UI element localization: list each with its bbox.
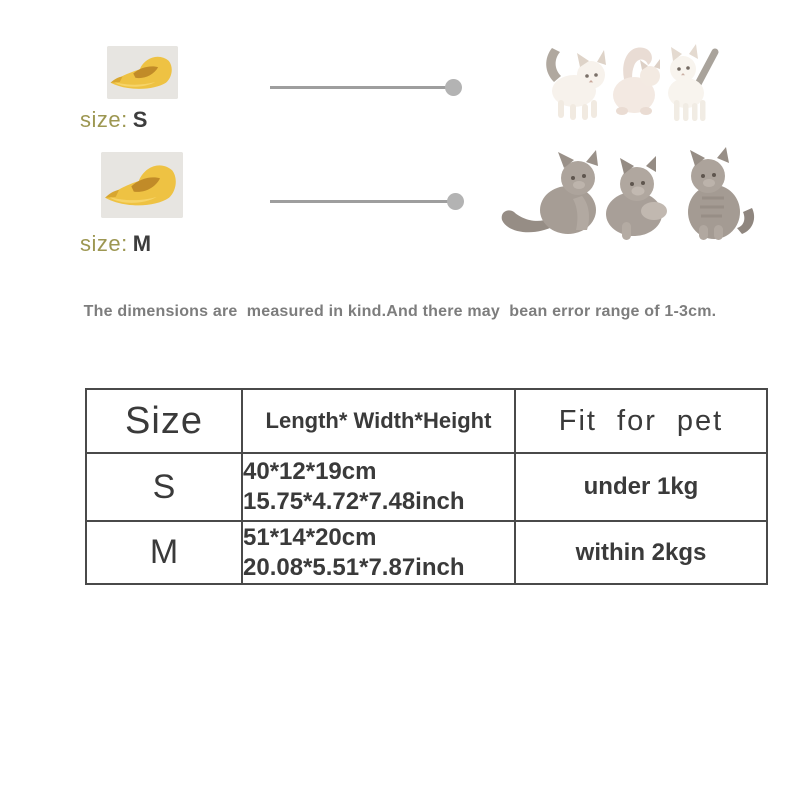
banana-pet-bed-small-photo <box>107 46 178 99</box>
header-cell-dimensions: Length* Width*Height <box>242 389 515 453</box>
cell-size-m: M <box>86 521 242 584</box>
size-m-label-value: M <box>132 231 152 256</box>
white-kittens-illustration <box>534 34 732 126</box>
table-row-size-m <box>86 521 767 584</box>
table-header-row <box>86 389 767 453</box>
dimensions-disclaimer-note: The dimensions are measured in kind.And there may bean error range of 1-3cm. <box>83 303 717 320</box>
three-white-kittens-photo <box>534 34 732 126</box>
header-cell-size: Size <box>86 389 242 453</box>
dimensions-cm-m: 51*14*20cm <box>243 523 377 551</box>
size-s-label-value: S <box>132 107 148 132</box>
banana-pet-bed-medium-photo <box>101 152 183 218</box>
table-row-size-s <box>86 453 767 521</box>
cell-dimensions-s <box>242 453 515 521</box>
size-chart-table <box>85 388 768 585</box>
dimensions-inch-s: 15.75*4.72*7.48inch <box>243 488 465 515</box>
size-m-label <box>80 231 152 257</box>
dimensions-cm-s: 40*12*19cm <box>243 458 377 485</box>
cell-dimensions-m <box>242 521 515 584</box>
grey-cats-illustration <box>496 138 762 244</box>
banana-bed-illustration <box>101 152 183 218</box>
header-cell-fit: Fit for pet <box>515 389 767 453</box>
size-s-label-prefix: size: <box>80 107 128 132</box>
banana-bed-illustration <box>107 46 178 99</box>
cell-fit-s: under 1kg <box>515 453 767 521</box>
size-m-pointer-line <box>270 200 450 203</box>
size-m-label-prefix: size: <box>80 231 128 256</box>
size-s-pointer-line <box>270 86 448 89</box>
size-m-pointer-dot <box>447 193 464 210</box>
size-s-pointer-dot <box>445 79 462 96</box>
three-grey-cats-photo <box>496 138 762 244</box>
cell-size-s: S <box>86 453 242 521</box>
dimensions-inch-m: 20.08*5.51*7.87inch <box>243 553 465 581</box>
cell-fit-m: within 2kgs <box>515 521 767 584</box>
size-s-label <box>80 107 148 133</box>
